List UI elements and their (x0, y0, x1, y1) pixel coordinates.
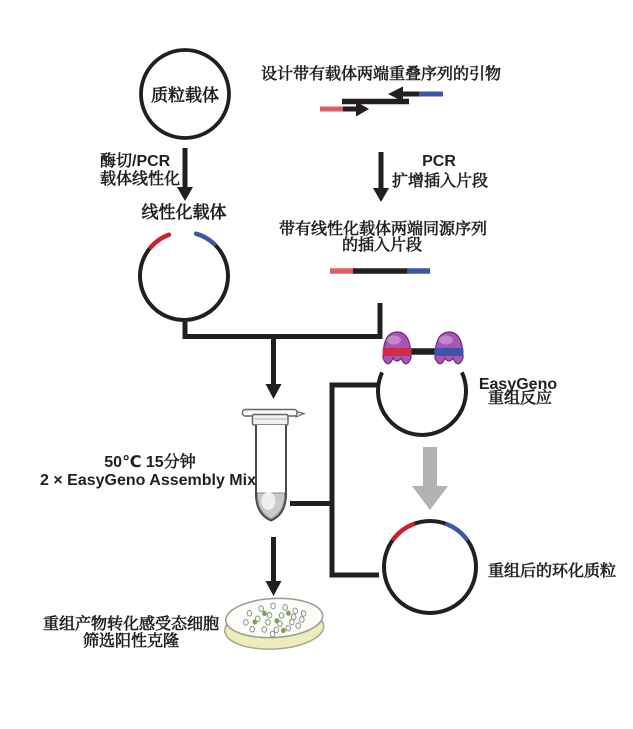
pcr-arrow (373, 152, 389, 202)
primer-pair-icon (320, 87, 443, 117)
bracket-connector-line (332, 385, 379, 575)
protein-stripe-red (383, 348, 412, 356)
protein-highlight-left (387, 336, 401, 345)
circularized-plasmid-label: 重组后的环化质粒 (487, 563, 617, 580)
recombinase-protein-left-icon (383, 332, 412, 364)
transformation-label-line2: 筛选阳性克隆 (82, 633, 180, 650)
recombination-circle-icon (378, 372, 466, 435)
linearization-label-line2: 载体线性化 (100, 171, 181, 188)
protein-stripe-blue (435, 348, 464, 356)
mix-arrow (266, 336, 282, 399)
mix-arrowhead (266, 384, 282, 399)
pcr-label-line2: 扩增插入片段 (391, 173, 489, 190)
circularized-plasmid-blue-arc (447, 524, 466, 538)
recombination-label-line2: 重组反应 (487, 390, 553, 407)
pcr-label-line1: PCR (422, 153, 456, 170)
linearized-vector-circle-icon (140, 234, 228, 320)
insert-fragment-label-line2: 的插入片段 (341, 237, 423, 254)
linearization-label-line1: 酶切/PCR (100, 153, 171, 170)
primer-design-title: 设计带有载体两端重叠序列的引物 (260, 66, 502, 83)
transformation-label-line1: 重组产物转化感受态细胞 (42, 616, 220, 633)
transformation-arrow (266, 537, 282, 596)
linearized-vector-black-arc (140, 244, 228, 320)
recombination-result-arrow (412, 447, 448, 510)
recombinase-protein-right-icon (435, 332, 464, 364)
tube-liquid-highlight (262, 492, 276, 510)
linearized-vector-label: 线性化载体 (141, 203, 227, 222)
linearized-vector-red-arc (151, 235, 169, 247)
insert-fragment-label-line1: 带有线性化载体两端同源序列 (278, 221, 488, 238)
linearization-arrowhead (177, 187, 193, 201)
protein-highlight-right (439, 336, 453, 345)
linearized-vector-blue-arc (196, 234, 214, 244)
recombination-label-line1: EasyGeno (478, 376, 558, 393)
assembly-label-line2: 2 × EasyGeno Assembly Mix (40, 472, 256, 489)
tube-cap-rim (253, 415, 289, 426)
transformation-arrowhead (266, 581, 282, 596)
circularized-plasmid-icon (384, 521, 476, 613)
plasmid-vector-label: 质粒载体 (151, 86, 219, 105)
assembly-label-line1: 50℃ 15分钟 (104, 454, 196, 471)
pcr-arrowhead (373, 188, 389, 202)
petri-dish-icon (223, 596, 325, 652)
circularized-plasmid-red-arc (394, 524, 413, 538)
